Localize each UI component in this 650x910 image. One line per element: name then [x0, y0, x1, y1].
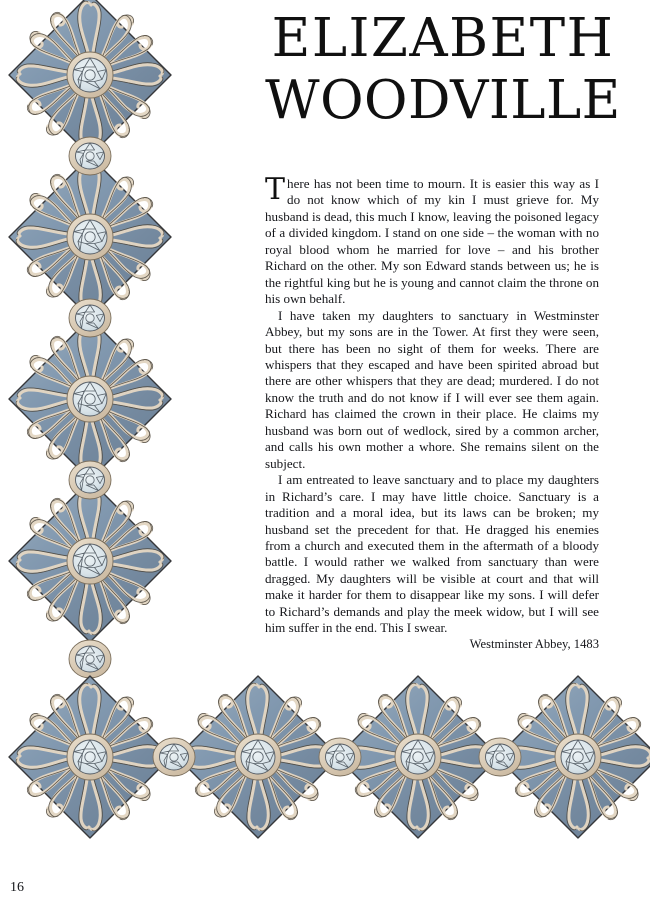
paragraph-text: here has not been time to mourn. It is easier this way as I do not know which of my kin I must grieve for. My husband is dead, this much I know, leaving the poisoned legacy of a divided kingdom. I stand on one side – the woman with no royal blood whom he married for love – and his brother Richard on the other. My son Edward stands between us; he is the rightful king but he is young and cannot claim the throne on his own behalf.: [265, 176, 599, 307]
page-number-row: [0, 880, 650, 896]
paragraph-text: I am entreated to leave sanctuary and to place my daughters in Richard’s care. I may have little choice. Sanctuary is a tradition and a moral idea, but its laws can be broken; my husband set the precedent for that. He dragged his enemies from a church and executed them in the aftermath of a bloody battle. I would rather we walked from sanctuary than were dragged. My daughters will be visible at court and that will make it harder for them to disappear like my sons. I will defer to Richard’s demands and play the meek widow, but I will see him suffer in the end. This I swear.: [265, 472, 599, 636]
body-text-column: [265, 172, 599, 637]
paragraph: [265, 472, 599, 637]
attribution-line: Westminster Abbey, 1483: [469, 637, 599, 651]
ornament-diamond: [177, 676, 339, 838]
ornament-connector-rosette: [69, 640, 111, 678]
ornament-connector-rosette: [319, 738, 361, 776]
ornament-diamond: [9, 156, 171, 318]
ornament-diamond: [9, 480, 171, 642]
drop-cap: T: [265, 172, 286, 207]
ornament-bottom-row: [9, 676, 650, 838]
ornament-diamond: [9, 0, 171, 156]
page-number: 16: [10, 880, 24, 895]
ornament-connector-rosette: [69, 461, 111, 499]
paragraph: [265, 308, 599, 473]
page-title: [248, 8, 638, 132]
ornament-connector-rosette: [153, 738, 195, 776]
ornament-diamond: [337, 676, 499, 838]
ornament-diamond: [497, 676, 650, 838]
ornament-connector-rosette: [69, 137, 111, 175]
ornament-connector-rosette: [69, 299, 111, 337]
paragraph-text: I have taken my daughters to sanctuary in Westminster Abbey, but my sons are in the Tower. At first they were seen, but there has been no sight of them for weeks. There are whispers that they escaped and have been spirited abroad but there are other whispers that they are dead; murdered. I do not know the truth and do not know if I will ever see them again. Richard has claimed the crown in their place. He claims my husband was born out of wedlock, sired by a common archer, and calls his own mother a whore. She remains silent on the subject.: [265, 307, 599, 471]
ornament-left-column: [9, 0, 171, 678]
title-line-2: WOODVILLE: [265, 70, 621, 131]
ornament-diamond: [9, 676, 171, 838]
ornament-diamond: [9, 318, 171, 480]
ornament-connector-rosette: [479, 738, 521, 776]
title-line-1: ELIZABETH: [271, 8, 615, 69]
paragraph: [265, 172, 599, 308]
